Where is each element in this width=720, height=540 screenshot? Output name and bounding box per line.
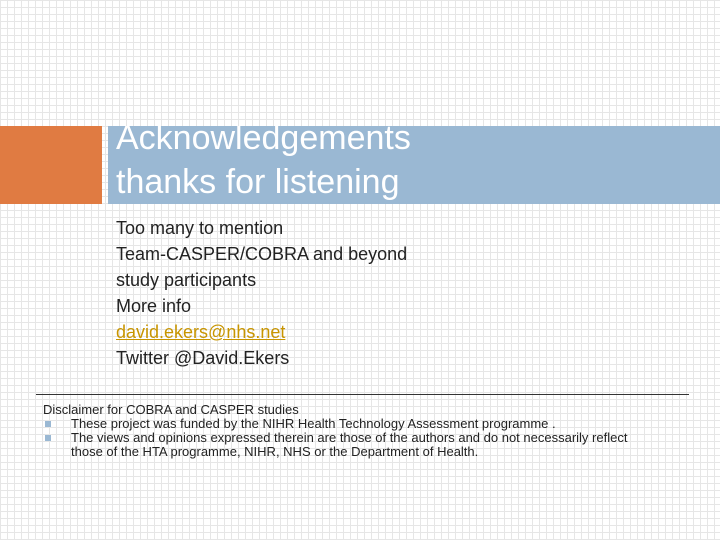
square-bullet-icon bbox=[45, 435, 51, 441]
disclaimer-item bbox=[43, 431, 643, 459]
twitter-handle: Twitter @David.Ekers bbox=[116, 348, 290, 368]
accent-block bbox=[0, 126, 102, 204]
disclaimer-item-text: The views and opinions expressed therein are those of the authors and do not necessarily reflect those of the HTA programme, NIHR, NHS or the Department of Health. bbox=[71, 430, 628, 459]
body-line: More info bbox=[116, 296, 192, 316]
disclaimer-heading: Disclaimer for COBRA and CASPER studies bbox=[43, 402, 299, 417]
disclaimer-item bbox=[43, 417, 643, 431]
divider bbox=[36, 394, 689, 395]
square-bullet-icon bbox=[45, 421, 51, 427]
disclaimer-item-text: These project was funded by the NIHR Health Technology Assessment programme . bbox=[71, 416, 556, 431]
email-link[interactable]: david.ekers@nhs.net bbox=[116, 322, 286, 342]
slide-title bbox=[116, 126, 411, 204]
title-bar bbox=[108, 126, 720, 204]
body-line: study participants bbox=[116, 270, 257, 290]
disclaimer-list bbox=[43, 417, 643, 459]
body-line: Team-CASPER/COBRA and beyond bbox=[116, 244, 408, 264]
body-line: Too many to mention bbox=[116, 218, 284, 238]
title-line-2: thanks for listening bbox=[116, 163, 400, 201]
title-line-1: Acknowledgements bbox=[116, 126, 411, 157]
slide-body bbox=[116, 215, 407, 371]
disclaimer bbox=[43, 403, 643, 459]
